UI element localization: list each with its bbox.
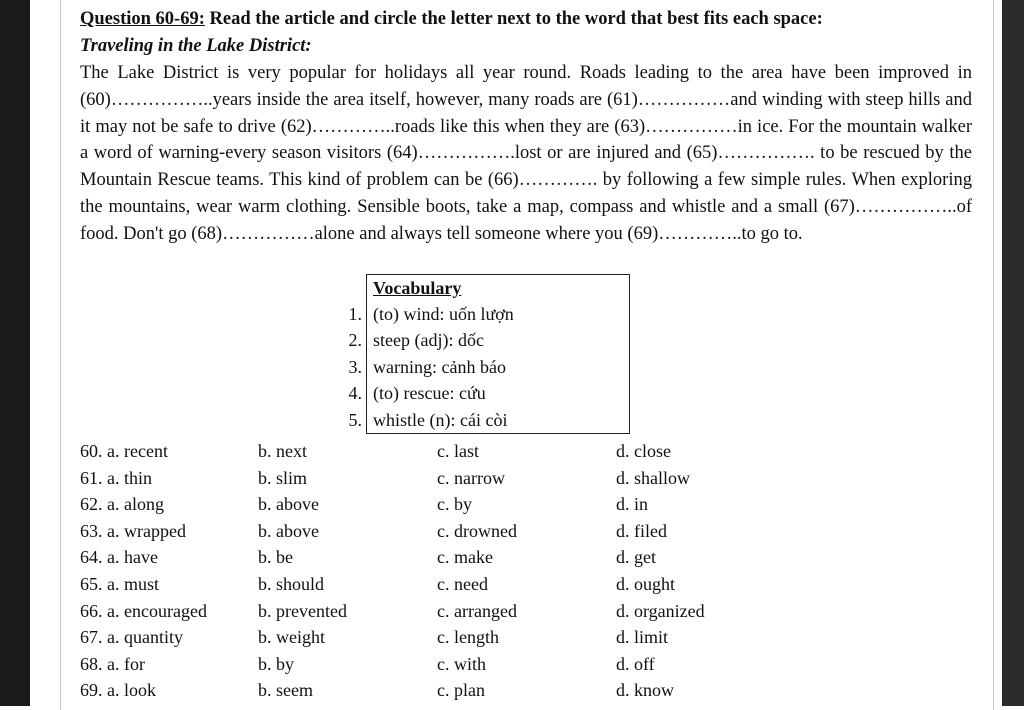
vocabulary-item-number: 3. <box>348 356 362 377</box>
option-a[interactable]: 63. a. wrapped <box>80 520 186 541</box>
option-d[interactable]: d. shallow <box>616 467 690 488</box>
vocabulary-item <box>340 328 630 354</box>
question-instruction: Read the article and circle the letter next to the word that best fits each space: <box>204 9 823 29</box>
option-c[interactable]: c. need <box>437 573 488 594</box>
vocabulary-heading: Vocabulary <box>367 275 630 302</box>
option-a[interactable]: 61. a. thin <box>80 467 152 488</box>
option-c[interactable]: c. plan <box>437 680 485 701</box>
option-d[interactable]: d. know <box>616 680 674 701</box>
vocabulary-item-text: warning: cảnh báo <box>367 354 630 380</box>
vocabulary-heading-row <box>340 275 630 302</box>
option-c[interactable]: c. make <box>437 547 493 568</box>
option-d[interactable]: d. limit <box>616 627 669 648</box>
option-d[interactable]: d. close <box>616 441 671 461</box>
vocabulary-item-number: 4. <box>348 383 362 404</box>
option-b[interactable]: b. weight <box>258 627 325 648</box>
vocabulary-item <box>340 301 630 327</box>
option-b[interactable]: b. prevented <box>258 600 347 621</box>
vocabulary-box <box>340 274 630 434</box>
question-title <box>80 6 972 33</box>
vocabulary-item <box>340 381 630 407</box>
vocabulary-item <box>340 407 630 434</box>
option-row-62 <box>80 491 972 518</box>
option-d[interactable]: d. ought <box>616 573 676 594</box>
option-b[interactable]: b. next <box>258 441 307 461</box>
vocabulary-item-text: (to) wind: uốn lượn <box>367 301 630 327</box>
option-a[interactable]: 66. a. encouraged <box>80 600 207 621</box>
document-content <box>80 6 972 701</box>
vocabulary-item-number: 5. <box>348 409 362 430</box>
vocabulary-item-number: 2. <box>348 330 362 351</box>
option-b[interactable]: b. should <box>258 573 325 594</box>
option-c[interactable]: c. drowned <box>437 520 517 541</box>
option-d[interactable]: d. get <box>616 547 656 568</box>
option-b[interactable]: b. above <box>258 520 319 541</box>
option-row-69 <box>80 677 972 704</box>
article-text: The Lake District is very popular for holidays all year round. Roads leading to the area have been improved in (60)……………..years inside the area itself, however, many roads are (61)……………and winding with steep hills and it may not be safe to drive (62)…………..roads like this when they are (63)……………in ice. For the mountain walker a word of warning-every season visitors (64)…………….lost or are injured and (65)……………. to be rescued by the Mountain Rescue teams. This kind of problem can be (66)…………. by following a few simple rules. When exploring the mountains, wear warm clothing. Sensible boots, take a map, compass and whistle and a small (67)……………..of food. Don't go (68)……………alone and always tell someone where you (69)…………..to go to. <box>80 63 972 244</box>
article-title: Traveling in the Lake District: <box>80 36 312 56</box>
option-row-61 <box>80 465 972 492</box>
option-a[interactable]: 68. a. for <box>80 653 145 674</box>
option-b[interactable]: b. seem <box>258 680 313 701</box>
option-row-68 <box>80 651 972 678</box>
option-row-65 <box>80 571 972 598</box>
option-b[interactable]: b. above <box>258 494 319 515</box>
question-number-label: Question 60-69: <box>80 9 205 29</box>
vocabulary-item-text: (to) rescue: cứu <box>367 381 630 407</box>
option-row-63 <box>80 518 972 545</box>
left-screen-border <box>0 0 30 706</box>
option-a[interactable]: 65. a. must <box>80 573 159 594</box>
answer-options <box>80 438 972 704</box>
option-row-66 <box>80 598 972 625</box>
option-c[interactable]: c. last <box>437 441 479 461</box>
option-a[interactable]: 69. a. look <box>80 680 156 701</box>
option-d[interactable]: d. off <box>616 653 655 674</box>
option-b[interactable]: b. by <box>258 653 294 674</box>
option-row-67 <box>80 624 972 651</box>
vocabulary-item-text: whistle (n): cái còi <box>367 407 630 434</box>
option-b[interactable]: b. be <box>258 547 293 568</box>
option-d[interactable]: d. in <box>616 494 649 515</box>
option-d[interactable]: d. organized <box>616 600 705 621</box>
option-a[interactable]: 60. a. recent <box>80 441 168 461</box>
option-c[interactable]: c. narrow <box>437 467 505 488</box>
vocabulary-item-number: 1. <box>348 304 362 325</box>
option-c[interactable]: c. by <box>437 494 472 515</box>
option-a[interactable]: 64. a. have <box>80 547 158 568</box>
option-c[interactable]: c. with <box>437 653 486 674</box>
vocabulary-item <box>340 354 630 380</box>
option-a[interactable]: 62. a. along <box>80 494 164 515</box>
option-c[interactable]: c. length <box>437 627 499 648</box>
option-row-64 <box>80 544 972 571</box>
option-d[interactable]: d. filed <box>616 520 667 541</box>
vocabulary-item-text: steep (adj): dốc <box>367 328 630 354</box>
option-c[interactable]: c. arranged <box>437 600 517 621</box>
right-screen-border <box>1002 0 1024 706</box>
option-row-60 <box>80 438 972 465</box>
option-b[interactable]: b. slim <box>258 467 308 488</box>
option-a[interactable]: 67. a. quantity <box>80 627 183 648</box>
